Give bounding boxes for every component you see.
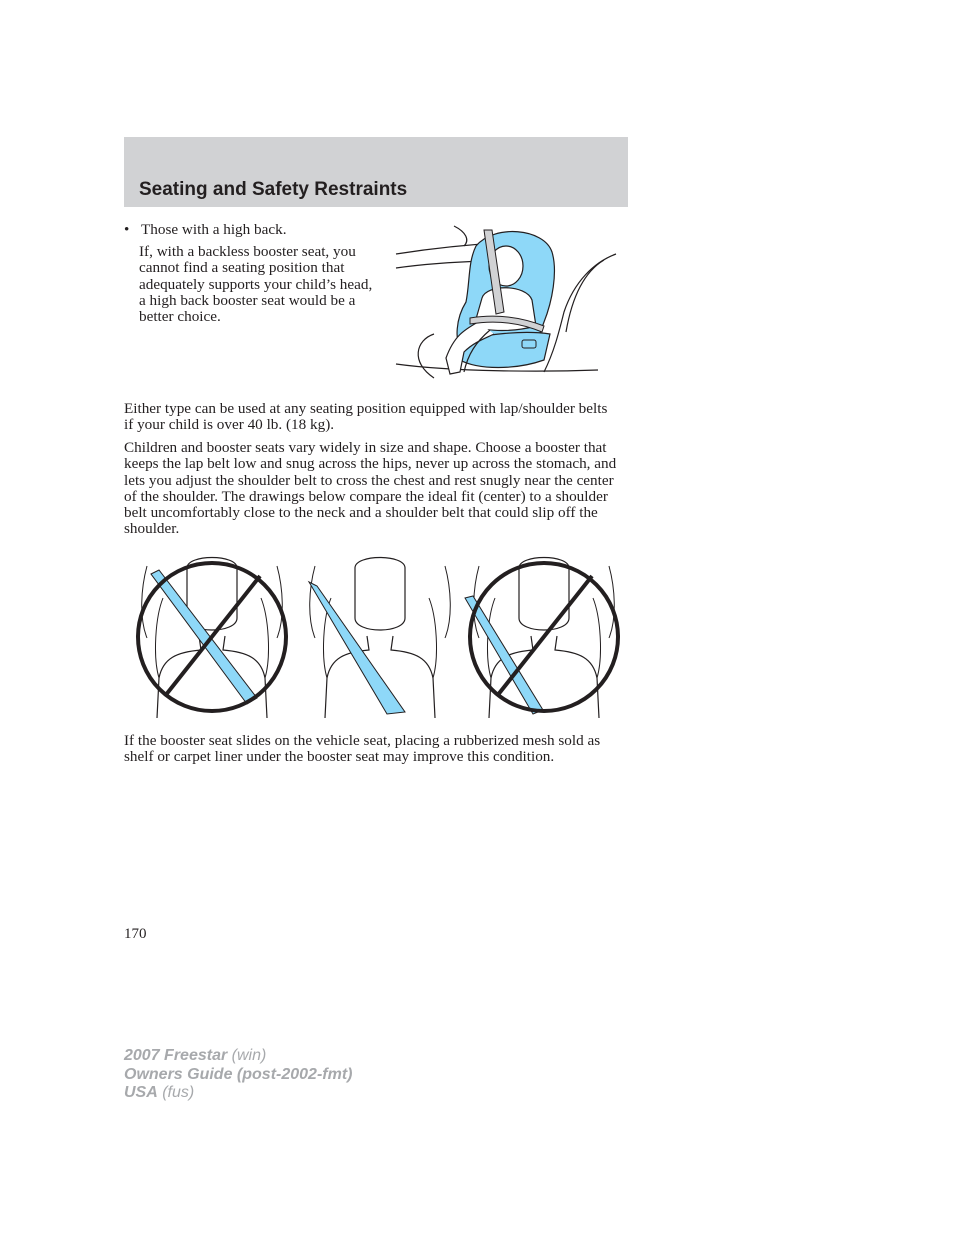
belt-ideal-fit-illustration [309,558,450,719]
section-header [124,137,628,207]
bullet-item [124,222,287,238]
footer-guide: Owners Guide (post-2002-fmt) [124,1065,353,1083]
paragraph-belt-usage: Either type can be used at any seating position equipped with lap/shoulder belts if your child is over 40 lb. (18 kg). [124,400,608,434]
belt-too-close-illustration [138,558,286,719]
paragraph-slide-tip: If the booster seat slides on the vehicle seat, placing a rubberized mesh sold as shelf or carpet liner under the booster seat may improve this condition. [124,732,601,766]
footer-model: 2007 Freestar [124,1047,228,1064]
bullet-text: Those with a high back. [141,221,287,238]
footer-market-code: (fus) [157,1084,195,1101]
paragraph-booster-fit: Children and booster seats vary widely in size and shape. Choose a booster that keeps the lap belt low and snug across the hips, never up across the stomach, and lets you adjust the shoulder belt to cross the chest and rest snugly near the center of the shoulder. The drawings below compare the ideal fit (center) to a shoulder belt uncomfortably close to the neck and a shoulder belt that could slip off the shoulder. [124,439,617,538]
belt-fit-comparison-illustration [135,556,625,720]
document-footer [124,1047,352,1103]
footer-model-code: (win) [227,1047,267,1064]
page-number: 170 [124,926,147,942]
section-title: Seating and Safety Restraints [139,179,408,200]
belt-off-shoulder-illustration [465,558,618,719]
booster-seat-illustration [394,222,620,382]
footer-market: USA [124,1084,158,1101]
high-back-note: If, with a backless booster seat, you cannot find a seating position that adequately supports your child’s head, a high back booster seat would be a better choice. [139,243,373,326]
bullet-symbol: • [124,221,130,238]
